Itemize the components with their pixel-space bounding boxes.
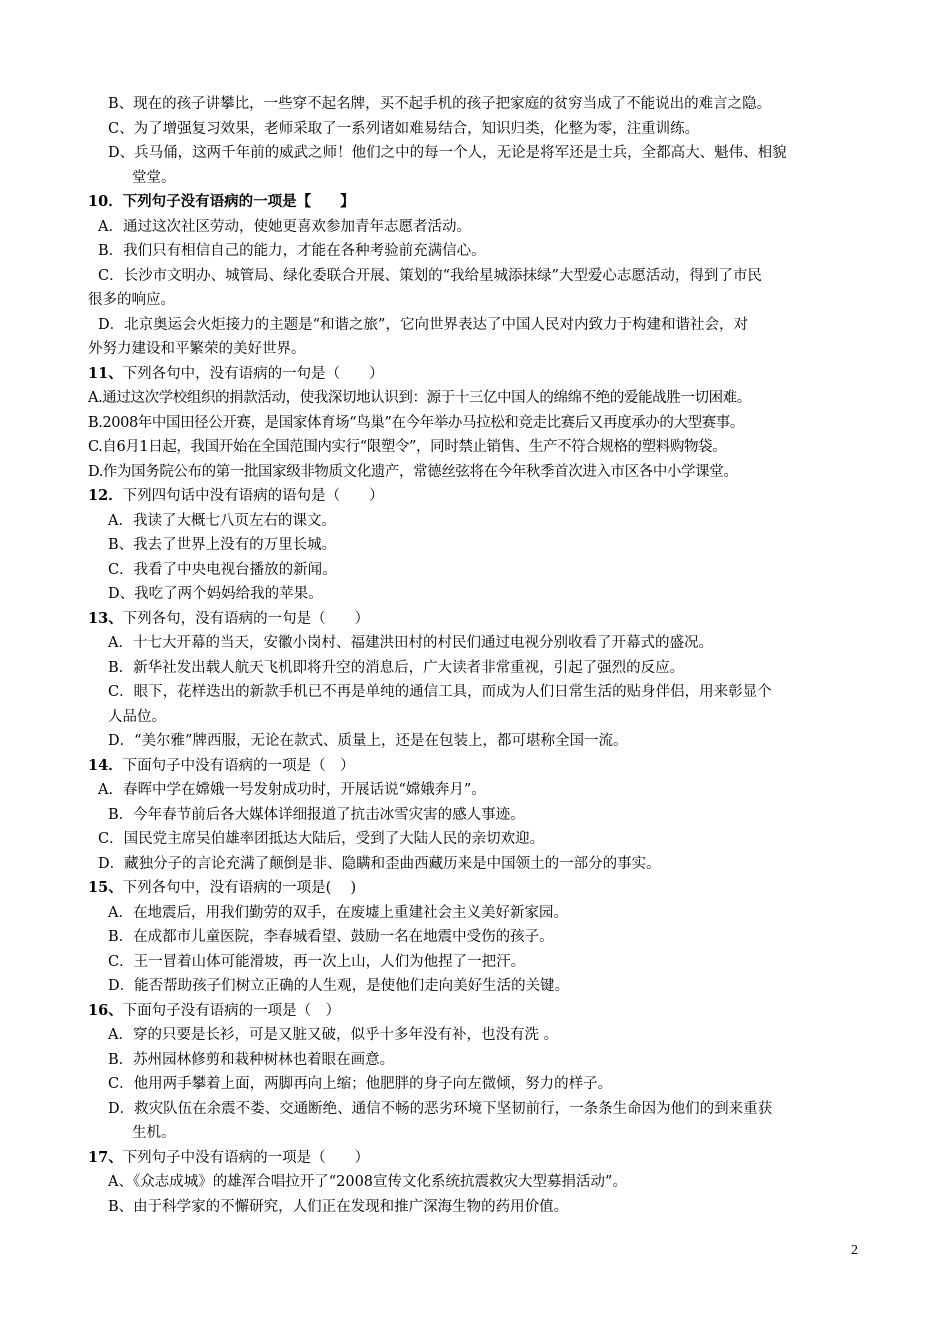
question-number: 13 (88, 609, 109, 627)
answer-option-line: B、我去了世界上没有的万里长城。 (108, 537, 337, 553)
answer-option-line: 人品位。 (108, 708, 166, 725)
question-number: 14 (88, 756, 109, 774)
answer-option-line: D、兵马俑，这两千年前的威武之师！他们之中的每一个人，无论是将军还是士兵，全都高大、魁伟、相貌 (108, 145, 787, 161)
answer-option-line: 外努力建设和平繁荣的美好世界。 (88, 341, 306, 357)
question-number-separator: 、 (108, 364, 123, 382)
question-number-separator: 、 (108, 609, 123, 627)
answer-option-line: B．在成都市儿童医院，李春城看望、鼓励一名在地震中受伤的孩子。 (108, 929, 554, 945)
question-number-separator: 、 (108, 1001, 123, 1019)
answer-option-line: B．我们只有相信自己的能力，才能在各种考验前充满信心。 (98, 243, 486, 259)
answer-option-line: A.通过这次学校组织的捐款活动，使我深切地认识到：源于十三亿中国人的绵绵不绝的爱能战胜一切困难。 (88, 390, 751, 406)
question-number-separator: ． (108, 193, 123, 210)
answer-option-line: C．眼下，花样迭出的新款手机已不再是单纯的通信工具，而成为人们日常生活的贴身伴侣，用来彰显个 (108, 684, 772, 700)
answer-option-line: D．“美尔雅”牌西服，无论在款式、质量上，还是在包装上，都可堪称全国一流。 (108, 733, 628, 749)
question-text: 下面句子没有语病的一项是（ ） (122, 1002, 341, 1019)
question-text: 下列各句中，没有语病的一句是（ ） (122, 365, 384, 382)
question-text: 下列各句中，没有语病的一项是( ) (122, 880, 357, 896)
question-title (88, 190, 878, 215)
question-text: 下列句子没有语病的一项是【 】 (122, 193, 355, 210)
answer-option-line: C．长沙市文明办、城管局、绿化委联合开展、策划的“我给星城添抹绿”大型爱心志愿活动，得到了市民 (98, 267, 762, 284)
answer-option-line: B、由于科学家的不懈研究，人们正在发现和推广深海生物的药用价值。 (108, 1198, 569, 1215)
answer-option-line: D.作为国务院公布的第一批国家级非物质文化遗产，常德丝弦将在今年秋季首次进入市区各中小学课堂。 (88, 463, 738, 480)
answer-option-line: A．我读了大概七八页左右的课文。 (108, 512, 336, 529)
answer-option-line: B.2008年中国田径公开赛，是国家体育场“鸟巢”在今年举办马拉松和竞走比赛后又再度承办的大型赛事。 (88, 414, 744, 431)
question-title (88, 484, 878, 509)
answer-option-line: C．我看了中央电视台播放的新闻。 (108, 561, 337, 578)
answer-option-line: C．他用两手攀着上面，两脚再向上缩；他肥胖的身子向左微倾，努力的样子。 (108, 1076, 613, 1092)
answer-option-line: C．国民党主席吴伯雄率团抵达大陆后，受到了大陆人民的亲切欢迎。 (98, 831, 545, 847)
question-title (88, 999, 878, 1024)
answer-option-line: A、《众志成城》的雄浑合唱拉开了“2008宣传文化系统抗震救灾大型募捐活动”。 (108, 1174, 627, 1190)
answer-option-line: C．王一冒着山体可能滑坡，再一次上山，人们为他捏了一把汗。 (108, 953, 526, 970)
question-title (88, 1146, 878, 1171)
page-number: 2 (851, 1243, 858, 1258)
question-number: 10 (88, 193, 109, 210)
question-text: 下面句子中没有语病的一项是（ ） (122, 757, 355, 774)
answer-option-line: A．春晖中学在嫦娥一号发射成功时，开展话说“嫦娥奔月”。 (98, 782, 486, 798)
question-number: 11 (88, 364, 109, 382)
answer-option-line: D、我吃了两个妈妈给我的苹果。 (108, 586, 323, 602)
answer-option-line: D．能否帮助孩子们树立正确的人生观，是使他们走向美好生活的关键。 (108, 978, 570, 994)
question-number-separator: ． (108, 756, 123, 774)
question-text: 下列句子中没有语病的一项是（ ） (122, 1149, 370, 1166)
answer-option-line: B．今年春节前后各大媒体详细报道了抗击冰雪灾害的感人事迹。 (108, 806, 525, 823)
answer-option-line: D．救灾队伍在余震不娄、交通断绝、通信不畅的恶劣环境下坚韧前行，一条条生命因为他们的到来重获 (108, 1100, 773, 1117)
exam-questions (88, 92, 878, 1219)
question-number: 16 (88, 1001, 109, 1019)
answer-option-line: B．苏州园林修剪和栽种树林也着眼在画意。 (108, 1051, 395, 1068)
question-number: 12 (88, 487, 109, 504)
question-title (88, 754, 878, 779)
question-text: 下列各句，没有语病的一句是（ ） (122, 610, 370, 627)
answer-option-line: C、为了增强复习效果，老师采取了一系列诸如难易结合，知识归类，化整为零，注重训练。 (108, 120, 700, 137)
question-title (88, 362, 878, 387)
answer-option-line: A．十七大开幕的当天，安徽小岗村、福建洪田村的村民们通过电视分别收看了开幕式的盛况。 (108, 635, 713, 651)
answer-option-line: C.自6月1日起，我国开始在全国范围内实行“限塑令”，同时禁止销售、生产不符合规格的塑料购物袋。 (88, 439, 727, 455)
answer-option-line: D．藏独分子的言论充满了颠倒是非、隐瞒和歪曲西藏历来是中国领土的一部分的事实。 (98, 855, 661, 872)
question-number: 15 (88, 879, 109, 896)
question-title (88, 607, 878, 632)
question-title (88, 876, 878, 901)
answer-option-line: D．北京奥运会火炬接力的主题是“和谐之旅”，它向世界表达了中国人民对内致力于构建和谐社会，对 (98, 316, 748, 333)
answer-option-line: B．新华社发出载人航天飞机即将升空的消息后，广大读者非常重视，引起了强烈的反应。 (108, 659, 685, 676)
answer-option-line: A．穿的只要是长衫，可是又脏又破，似乎十多年没有补，也没有洗 。 (108, 1027, 559, 1043)
question-number-separator: 、 (108, 879, 123, 896)
answer-option-line: 堂堂。 (132, 169, 176, 186)
question-text: 下列四句话中没有语病的语句是（ ） (122, 488, 384, 504)
answer-option-line: A．通过这次社区劳动，使她更喜欢参加青年志愿者活动。 (98, 218, 471, 235)
question-number: 17 (88, 1148, 109, 1166)
question-number-separator: ． (108, 487, 123, 504)
answer-option-line: A．在地震后，用我们勤劳的双手，在废墟上重建社会主义美好新家园。 (108, 904, 568, 921)
question-number-separator: 、 (108, 1148, 123, 1166)
answer-option-line: B、现在的孩子讲攀比，一些穿不起名牌，买不起手机的孩子把家庭的贫穷当成了不能说出的难言之隐。 (108, 96, 772, 112)
answer-option-line: 生机。 (132, 1125, 176, 1141)
answer-option-line: 很多的响应。 (88, 292, 175, 308)
